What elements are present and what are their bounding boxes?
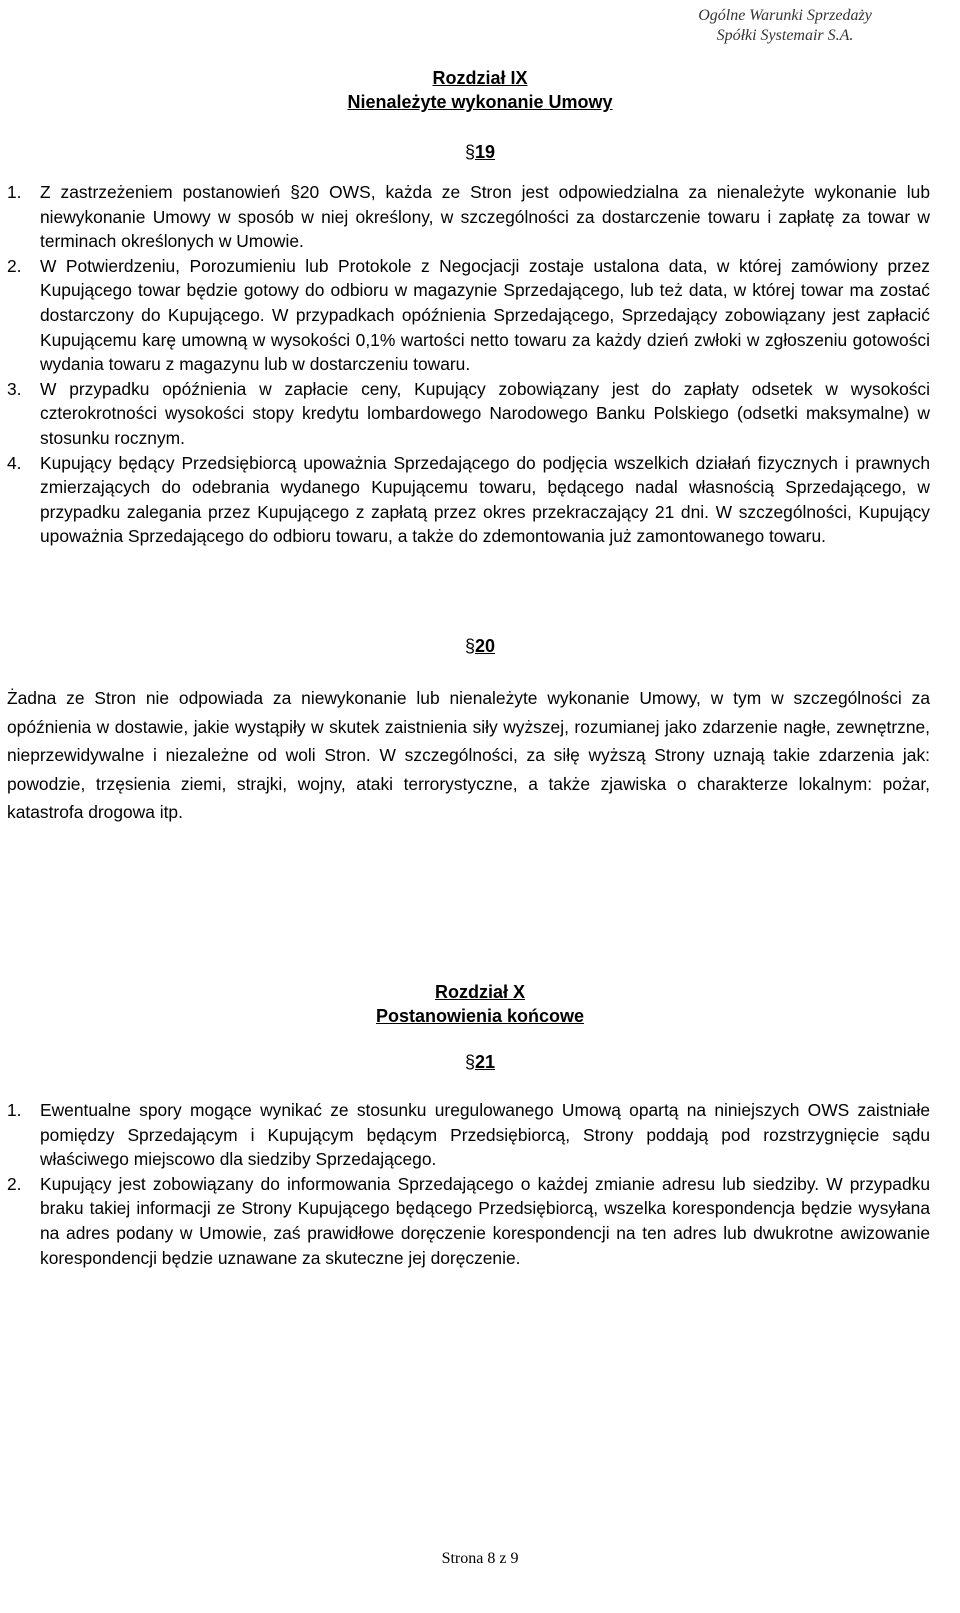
list-item-text: Z zastrzeżeniem postanowień §20 OWS, każda ze Stron jest odpowiedzialna za nienależyte wykonanie lub niewykonanie Umowy w sposób w niej określony, w szczególności za dostarczenie towaru i zapłatę za towar w terminach określonych w Umowie. [40, 182, 930, 252]
list-item-text: W Potwierdzeniu, Porozumieniu lub Protokole z Negocjacji zostaje ustalona data, w której zamówiony przez Kupującego towar będzie gotowy do odbioru w magazynie Sprzedającego, lub też data, w której towar ma zostać dostarczony do Kupującego. W przypadkach opóźnienia Sprzedającego, Sprzedający zobowiązany jest zapłacić Kupującemu karę umowną w wysokości 0,1% wartości netto towaru za każdy dzień zwłoki w zgłoszeniu gotowości wydania towaru z magazynu lub w dostarczeniu towaru. [40, 255, 930, 375]
list-item-text: W przypadku opóźnienia w zapłacie ceny, Kupujący zobowiązany jest do zapłaty odsetek w wysokości czterokrotności wysokości stopy kredytu lombardowego Narodowego Banku Polskiego (odsetki maksymalne) w stosunku rocznym. [40, 378, 930, 448]
page-number: Strona 8 z 9 [441, 1550, 519, 1567]
list-item-number: 3. [7, 378, 22, 399]
section-sign: § [464, 1052, 475, 1072]
chapter-10-name: Postanowienia końcowe [375, 1006, 585, 1026]
list-item-number: 2. [7, 1173, 22, 1194]
section-19-list [0, 180, 960, 549]
section-21-list [0, 1098, 960, 1270]
section-20-paragraph: Żadna ze Stron nie odpowiada za niewykonanie lub nienależyte wykonanie Umowy, w tym w szczególności za opóźnienia w dostawie, jakie wystąpiły w skutek zaistnienia siły wyższej, rozumianej jako zdarzenie nagłe, zewnętrzne, nieprzewidywalne i niezależne od woli Stron. W szczególności, za siłę wyższą Strony uznają takie zdarzenia jak: powodzie, trzęsienia ziemi, strajki, wojny, ataki terrorystyczne, a także zjawiska o charakterze lokalnym: pożar, katastrofa drogowa itp. [7, 688, 930, 823]
section-number: 20 [474, 636, 496, 656]
section-sign: § [464, 142, 475, 162]
section-20-heading [0, 634, 960, 658]
list-item [0, 377, 960, 451]
list-item [0, 451, 960, 549]
section-sign: § [464, 636, 475, 656]
chapter-9-number: Rozdział IX [432, 68, 528, 88]
list-item [0, 1172, 960, 1270]
chapter-9-name: Nienależyte wykonanie Umowy [347, 92, 613, 112]
list-item-number: 2. [7, 255, 22, 276]
list-item-number: 1. [7, 1100, 22, 1120]
list-item-text: Kupujący jest zobowiązany do informowania Sprzedającego o każdej zmianie adresu lub siedziby. W przypadku braku takiej informacji ze Strony Kupującego będącego Przedsiębiorcą, wszelka korespondencja będzie wysyłana na adres podany w Umowie, zaś prawidłowe doręczenie korespondencji na ten adres lub dwukrotne awizowanie korespondencji będzie uznawane za skuteczne jej doręczenie. [40, 1173, 930, 1268]
list-item-text: Kupujący będący Przedsiębiorcą upoważnia Sprzedającego do podjęcia wszelkich działań fizycznych i prawnych zmierzających do odebrania wydanego Kupującemu towaru, będącego nadal własnością Sprzedającego, w przypadku zalegania przez Kupującego z zapłatą przez okres przekraczający 21 dni. W szczególności, Kupujący upoważnia Sprzedającego do odbioru towaru, a także do zdemontowania już zamontowanego towaru. [40, 452, 930, 547]
section-number: 19 [474, 142, 496, 162]
list-item [0, 1098, 960, 1172]
section-21-heading [0, 1050, 960, 1074]
header-line-1: Ogólne Warunki Sprzedaży [698, 7, 872, 24]
chapter-9-title [0, 66, 960, 114]
document-header [610, 6, 960, 46]
list-item [0, 254, 960, 377]
header-line-2: Spółki Systemair S.A. [716, 27, 854, 44]
list-item-number: 4. [7, 452, 22, 473]
section-number: 21 [474, 1052, 496, 1072]
list-item-text: Ewentualne spory mogące wynikać ze stosunku uregulowanego Umową opartą na niniejszych OWS zaistniałe pomiędzy Sprzedającym i Kupującym będącym Przedsiębiorcą, Strony poddają pod rozstrzygnięcie sądu właściwego miejscowo dla siedziby Sprzedającego. [40, 1100, 930, 1170]
list-item [0, 180, 960, 254]
section-19-heading [0, 140, 960, 164]
list-item-number: 1. [7, 182, 22, 202]
chapter-10-title [0, 980, 960, 1028]
chapter-10-number: Rozdział X [434, 982, 525, 1002]
